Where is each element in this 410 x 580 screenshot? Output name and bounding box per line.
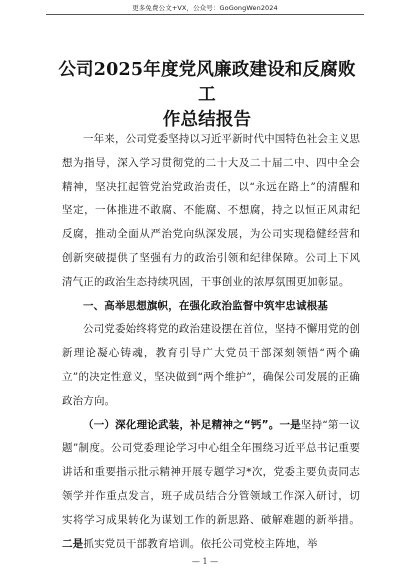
title-line-2: 作总结报告 <box>162 110 252 130</box>
title-line-1: 公司2025年度党风廉政建设和反腐败工 <box>58 60 356 105</box>
subsection-1-text: 坚持“第一议题”制度。公司党委理论学习中心组全年围绕习近平总书记重要讲话和重要指示批示精神开展专题学习*次，党委主要负责同志领学并作重点发言，班子成员结合分管领域工作深入研讨，切实将学习成果转化为谋划工作的新思路、破解难题的新举措。 <box>62 418 360 526</box>
subsection-1-text-cont: 抓实党员干部教育培训。依托公司党校主阵地，举 <box>83 537 318 550</box>
document-title <box>56 58 358 133</box>
lead-marker-1: 一是 <box>279 418 301 431</box>
header-banner: 更多免费公文+VX，公众号：GoGongWen2024 <box>132 4 278 12</box>
paragraph-intro: 一年来，公司党委坚持以习近平新时代中国特色社会主义思想为指导，深入学习贯彻党的二十大及二十届二中、四中全会精神，坚决扛起管党治党政治责任，以“永远在路上”的清醒和坚定，一体推进不敢腐、不能腐、不想腐，持之以恒正风肃纪反腐，推动全面从严治党向纵深发展，为公司实现稳健经营和创新突破提供了坚强有力的政治引领和纪律保障。公司上下风清气正的政治生态持续巩固，干事创业的浓厚氛围更加彰显。 <box>62 133 360 288</box>
document-body <box>62 128 360 556</box>
page-number: — 1 — <box>191 557 219 566</box>
subsection-heading-1: （一）深化理论武装，补足精神之“钙”。 <box>83 418 280 431</box>
header-rule <box>46 14 364 15</box>
paragraph-section-1: 公司党委始终将党的政治建设摆在首位，坚持不懈用党的创新理论凝心铸魂，教育引导广大党员干部深刻领悟“两个确立”的决定性意义，坚决做到“两个维护”，确保公司发展的正确政治方向。 <box>62 323 360 407</box>
lead-marker-2: 二是 <box>62 537 84 550</box>
paragraph-subsection-1 <box>62 414 360 557</box>
section-heading-1: 一、高举思想旗帜，在强化政治监督中筑牢忠诚根基 <box>83 299 328 312</box>
